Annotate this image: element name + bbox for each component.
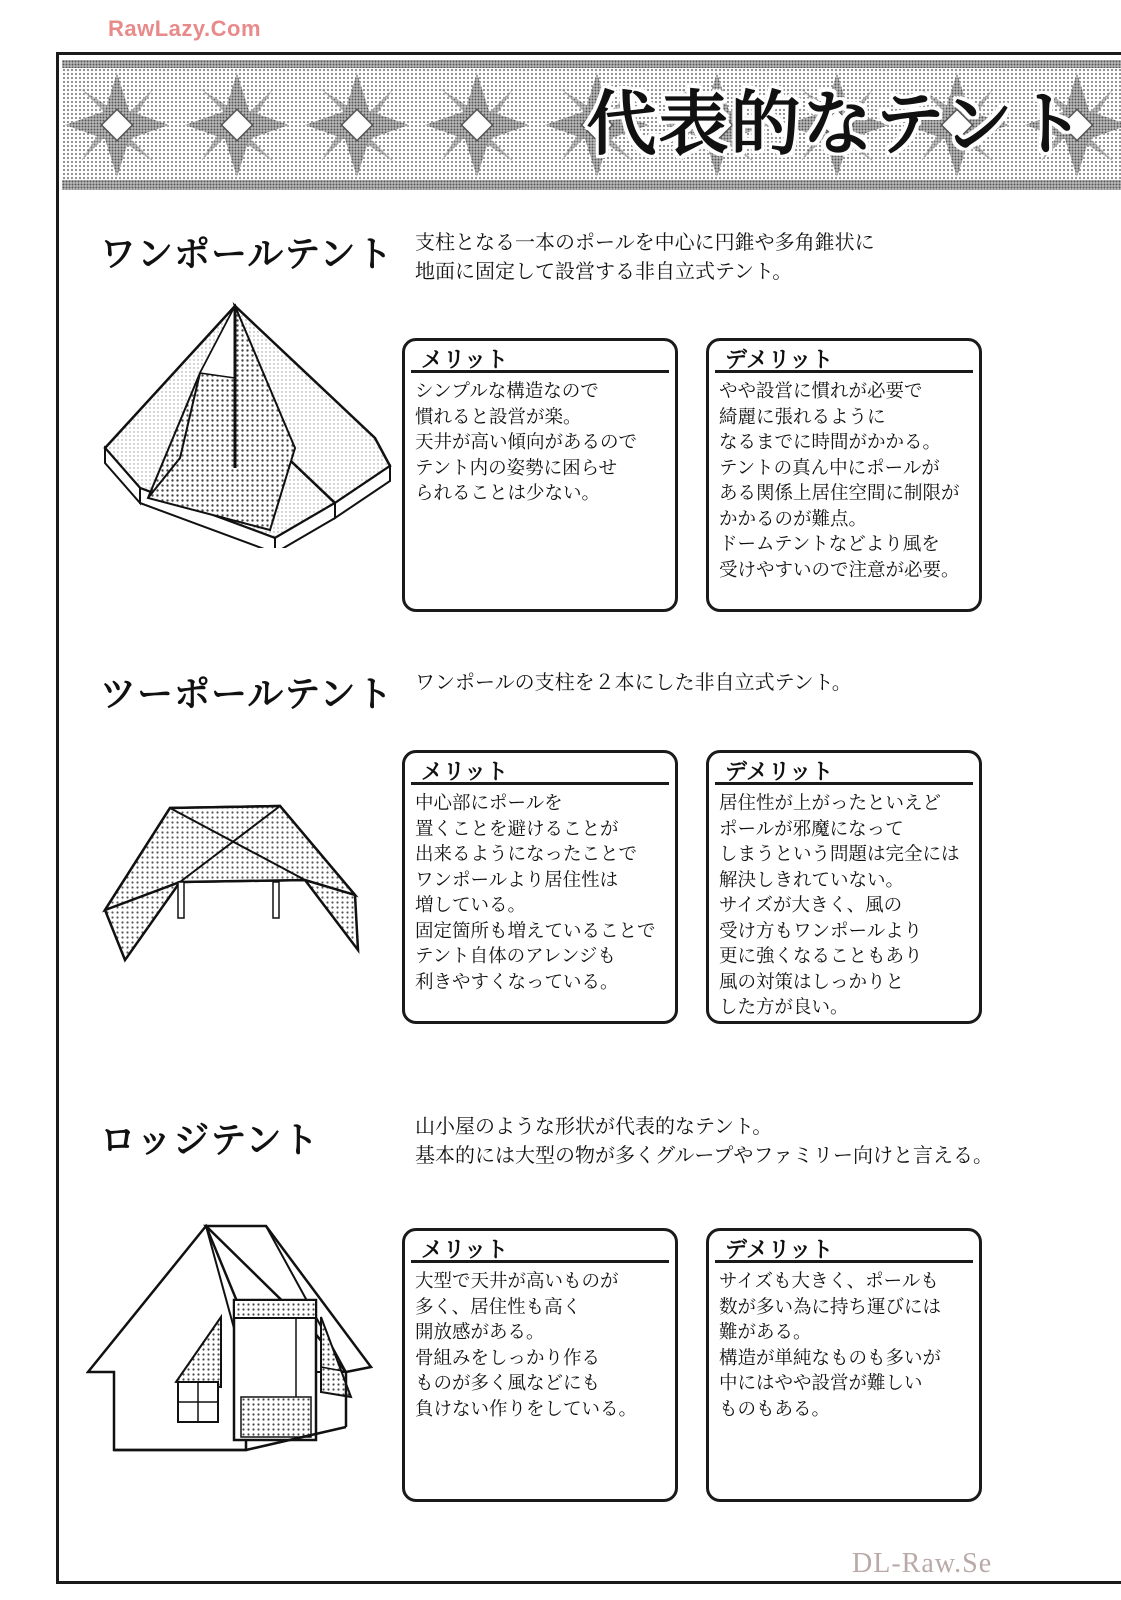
- demerit-box-one-pole: [706, 338, 982, 612]
- section-title-two-pole: ツーポールテント: [100, 674, 394, 715]
- merit-text: 中心部にポールを 置くことを避けることが 出来るようになったことで ワンポールより居住性は 増している。 固定箇所も増えていることで テント自体のアレンジも 利きやすくなっている。: [415, 793, 656, 993]
- merit-text: シンプルな構造なので 慣れると設営が楽。 天井が高い傾向があるので テント内の姿勢に困らせ られることは少ない。: [415, 381, 638, 504]
- two-pole-tent-illustration: [100, 800, 370, 970]
- demerit-text: やや設営に慣れが必要で 綺麗に張れるように なるまでに時間がかかる。 テントの真ん中にポールが ある関係上居住空間に制限が かかるのが難点。 ドームテントなどより風を 受けやすいので注意が必要。: [719, 381, 960, 581]
- merit-box-lodge: [402, 1228, 678, 1502]
- page-title: 代表的なテント: [586, 83, 1087, 165]
- merit-label: メリット: [411, 1231, 669, 1263]
- merit-label: メリット: [411, 341, 669, 373]
- section-title-one-pole: ワンポールテント: [100, 234, 394, 275]
- demerit-text: サイズも大きく、ポールも 数が多い為に持ち運びには 難がある。 構造が単純なものも多いが 中にはやや設営が難しい ものもある。: [719, 1271, 942, 1420]
- merit-label: メリット: [411, 753, 669, 785]
- section-desc-two-pole: ワンポールの支柱を２本にした非自立式テント。: [415, 670, 852, 694]
- demerit-label: デメリット: [715, 753, 973, 785]
- demerit-label: デメリット: [715, 341, 973, 373]
- watermark-bottom: DL-Raw.Se: [852, 1548, 993, 1579]
- one-pole-tent-illustration: [100, 298, 400, 548]
- title-banner: [62, 60, 1121, 190]
- demerit-label: デメリット: [715, 1231, 973, 1263]
- demerit-box-lodge: [706, 1228, 982, 1502]
- section-desc-lodge: 山小屋のような形状が代表的なテント。 基本的には大型の物が多くグループやファミリー向けと言える。: [415, 1114, 993, 1167]
- merit-box-one-pole: [402, 338, 678, 612]
- merit-box-two-pole: [402, 750, 678, 1024]
- lodge-tent-illustration: [86, 1222, 376, 1462]
- watermark-top: RawLazy.Com: [108, 16, 262, 41]
- demerit-box-two-pole: [706, 750, 982, 1024]
- merit-text: 大型で天井が高いものが 多く、居住性も高く 開放感がある。 骨組みをしっかり作る ものが多く風などにも 負けない作りをしている。: [415, 1271, 638, 1420]
- section-desc-one-pole: 支柱となる一本のポールを中心に円錐や多角錐状に 地面に固定して設営する非自立式テント。: [415, 230, 875, 283]
- section-title-lodge: ロッジテント: [100, 1120, 320, 1161]
- demerit-text: 居住性が上がったといえど ポールが邪魔になって しまうという問題は完全には 解決しきれていない。 サイズが大きく、風の 受け方もワンポールより 更に強くなることもあり 風の対策はしっかりと した方が良い。: [719, 793, 960, 1018]
